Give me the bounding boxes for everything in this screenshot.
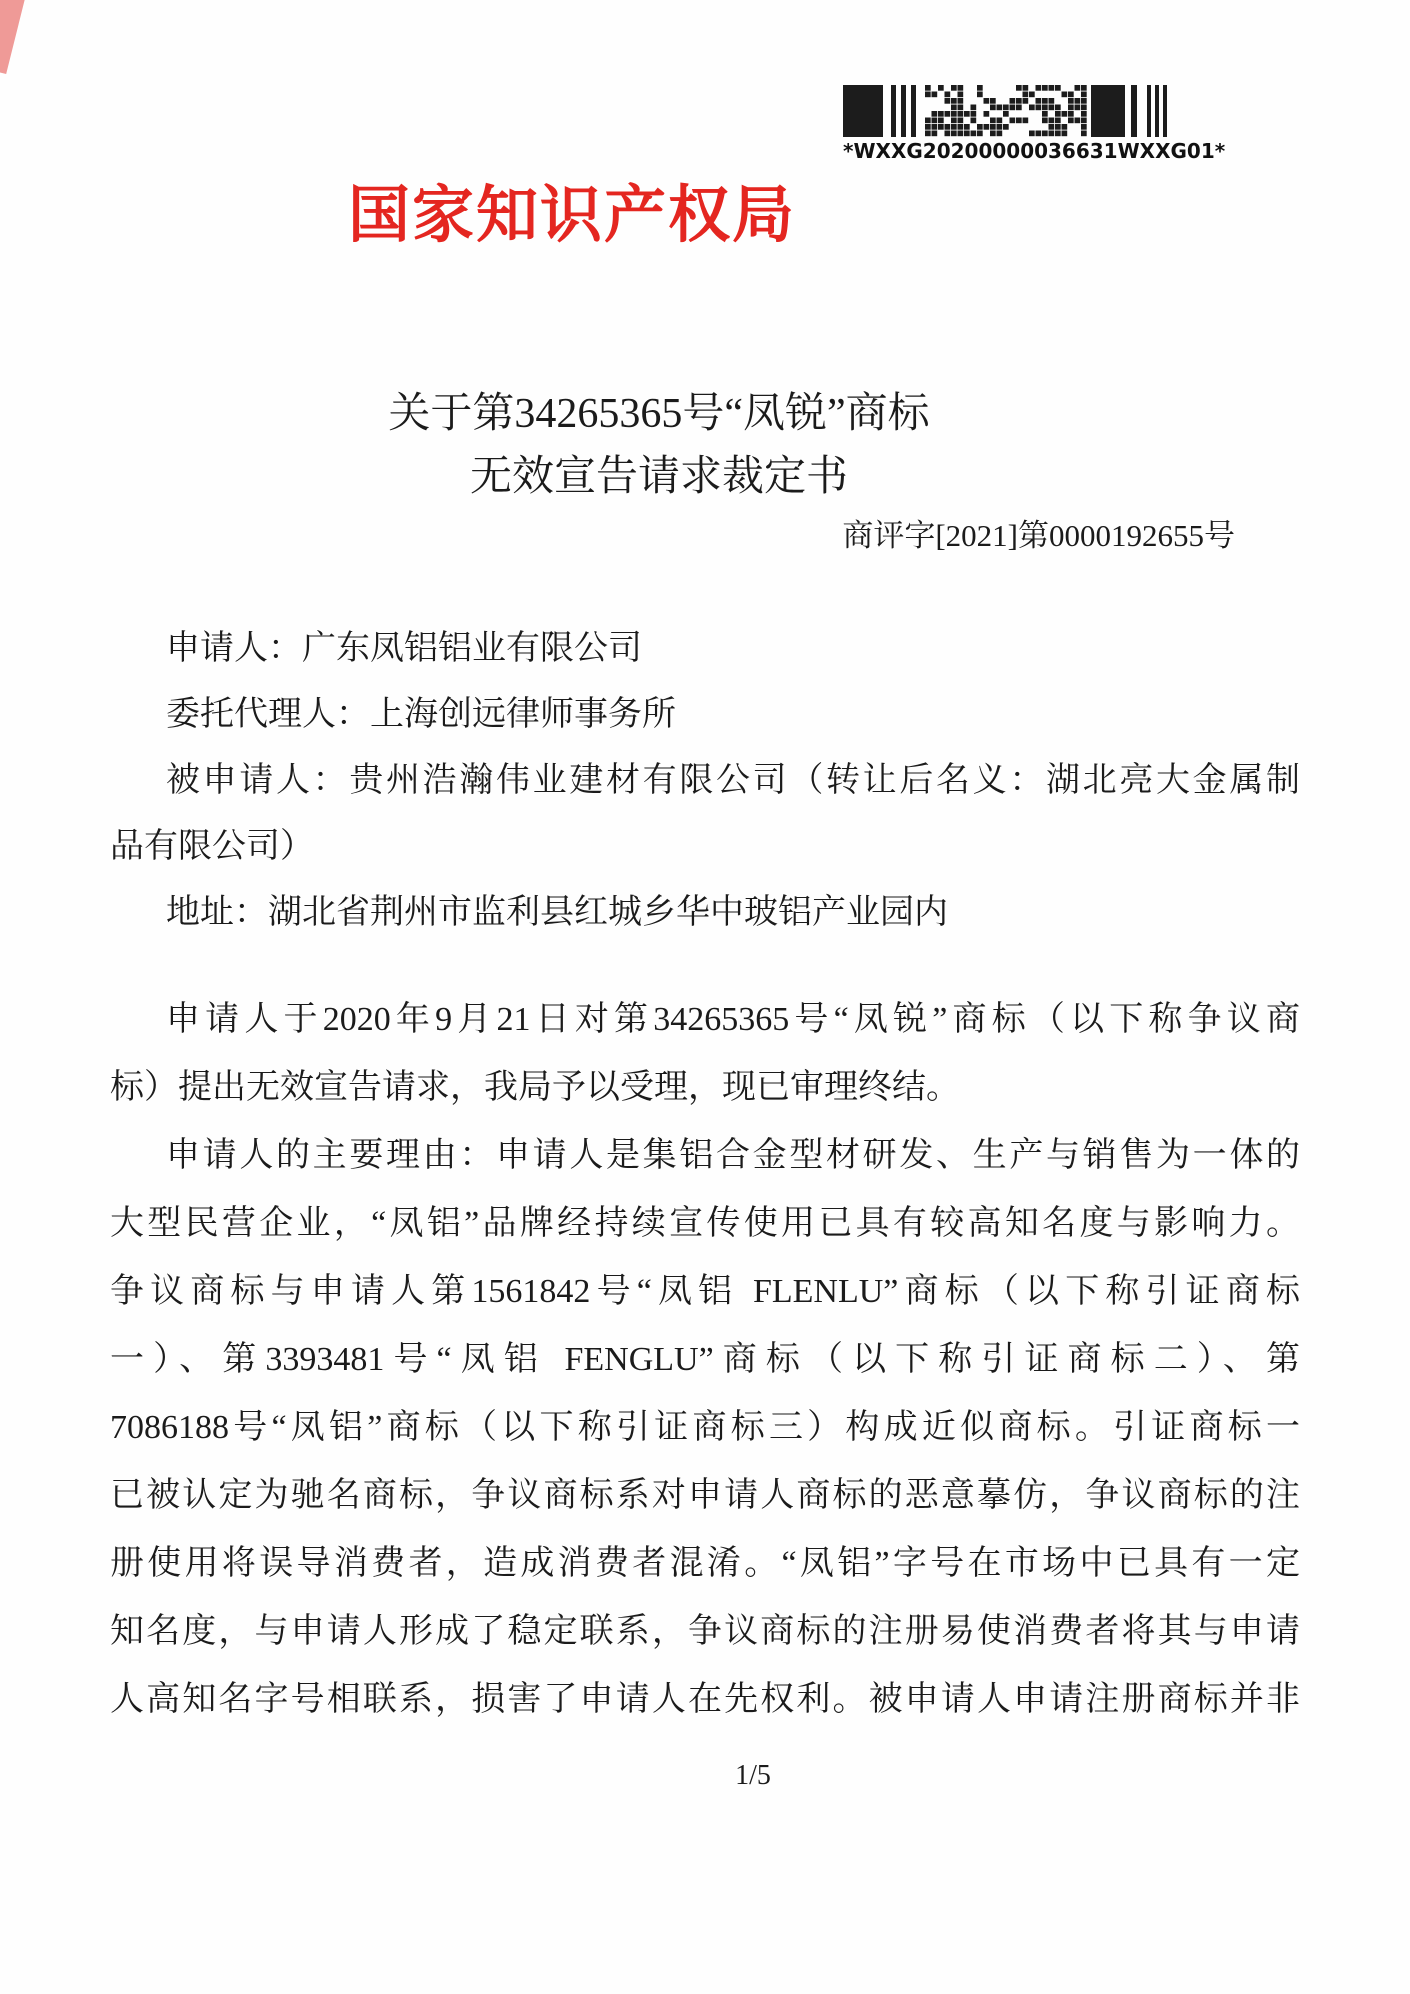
barcode	[843, 85, 1226, 163]
body-line: 大型民营企业，“凤铝”品牌经持续宣传使用已具有较高知名度与影响力。	[110, 1205, 1300, 1242]
doc-title	[0, 383, 1410, 509]
body-section	[110, 986, 1300, 1734]
body-line: 一）、第3393481号“凤铝 FENGLU”商标（以下称引证商标二）、第	[110, 1341, 1300, 1378]
agency-title	[0, 165, 1410, 254]
body-line: 人高知名字号相联系，损害了申请人在先权利。被申请人申请注册商标并非	[110, 1681, 1300, 1718]
info-line-address: 地址：湖北省荆州市监利县红城乡华中玻铝产业园内	[166, 894, 948, 931]
party-info-section	[110, 616, 1300, 946]
body-line: 知名度，与申请人形成了稳定联系，争议商标的注册易使消费者将其与申请	[110, 1613, 1300, 1650]
info-line-respondent-cont: 品有限公司）	[110, 828, 314, 865]
body-line: 标）提出无效宣告请求，我局予以受理，现已审理终结。	[110, 1069, 960, 1106]
info-line-agent: 委托代理人：上海创远律师事务所	[166, 696, 676, 733]
barcode-text: *WXXG20200000036631WXXG01*	[843, 139, 1226, 163]
doc-number: 商评字[2021]第0000192655号	[842, 518, 1235, 553]
info-line-applicant: 申请人：广东凤铝铝业有限公司	[166, 630, 642, 667]
doc-title-line1: 关于第34265365号“凤锐”商标	[388, 391, 930, 437]
page-number	[0, 1760, 1410, 1792]
info-line-respondent: 被申请人：贵州浩瀚伟业建材有限公司（转让后名义：湖北亮大金属制	[166, 762, 1300, 799]
body-line: 争议商标与申请人第1561842号“凤铝 FLENLU”商标（以下称引证商标	[110, 1273, 1300, 1310]
agency-title-text: 国家知识产权局	[347, 181, 796, 250]
body-line: 7086188号“凤铝”商标（以下称引证商标三）构成近似商标。引证商标一	[110, 1409, 1300, 1446]
page-number-text: 1/5	[735, 1760, 771, 1791]
barcode-image	[843, 85, 1169, 137]
scan-artifact	[0, 0, 25, 74]
body-line: 申请人于2020年9月21日对第34265365号“凤锐”商标（以下称争议商	[166, 1001, 1300, 1038]
body-line: 册使用将误导消费者，造成消费者混淆。“凤铝”字号在市场中已具有一定	[110, 1545, 1300, 1582]
body-line: 已被认定为驰名商标，争议商标系对申请人商标的恶意摹仿，争议商标的注	[110, 1477, 1300, 1514]
doc-title-line2: 无效宣告请求裁定书	[469, 454, 848, 500]
body-line: 申请人的主要理由：申请人是集铝合金型材研发、生产与销售为一体的	[166, 1137, 1300, 1174]
